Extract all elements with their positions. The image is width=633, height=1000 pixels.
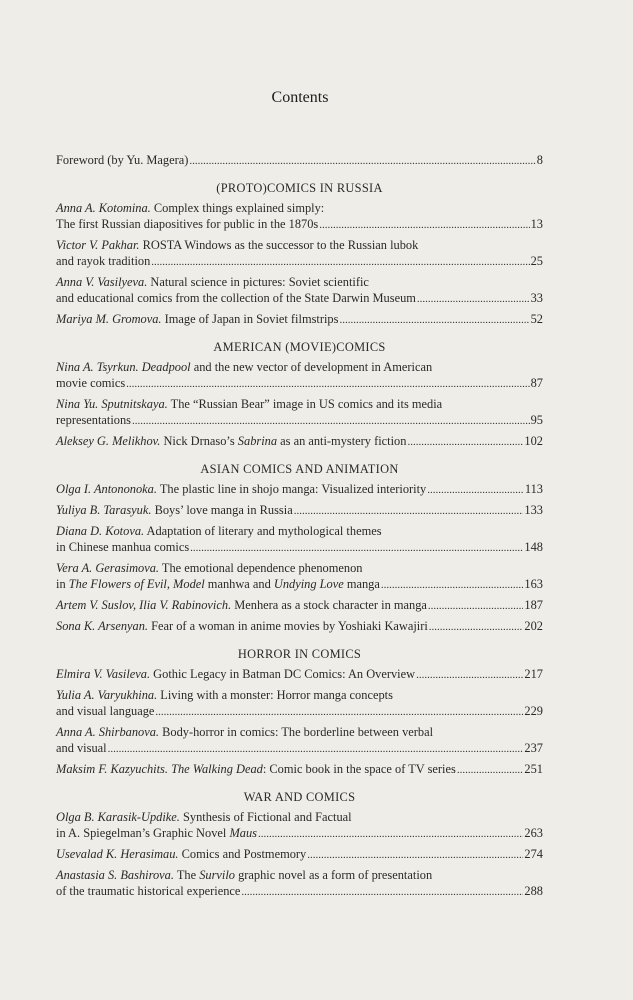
toc-entry-line <box>56 825 543 842</box>
dot-leader <box>339 312 529 328</box>
author-name: Anna V. Vasilyeva. <box>56 275 148 289</box>
dot-leader <box>417 291 530 307</box>
toc-entry <box>56 560 543 593</box>
toc-entry-line <box>56 740 543 757</box>
dot-leader <box>429 619 524 635</box>
toc-entry <box>56 597 543 614</box>
author-name: Olga I. Antononoka. <box>56 482 157 496</box>
toc-entry-text <box>56 867 432 883</box>
toc-entry-line <box>56 687 543 703</box>
author-name: Anna A. Shirbanova. <box>56 725 160 739</box>
dot-leader <box>294 503 524 519</box>
toc-entry-line <box>56 809 543 825</box>
toc-entry-text <box>56 724 433 740</box>
section-heading: AMERICAN (MOVIE)COMICS <box>213 340 386 354</box>
entry-title-text: Body-horror in comics: The borderline between verbal <box>159 725 434 739</box>
toc-entry-text <box>56 237 418 253</box>
page-number: 113 <box>524 482 543 496</box>
toc-entry-text <box>56 433 406 449</box>
toc-entry-text <box>56 809 352 825</box>
toc-entry-line <box>56 846 543 863</box>
page-number: 102 <box>524 434 543 448</box>
work-title: Deadpool <box>141 360 191 374</box>
toc-entry-text <box>56 481 426 497</box>
author-name: Elmira V. Vasileva. <box>56 667 151 681</box>
dot-leader <box>155 704 523 720</box>
toc-entry <box>56 523 543 556</box>
entry-title-text: The first Russian diapositives for public in the 1870s <box>56 217 319 231</box>
toc-entry-text <box>56 412 131 428</box>
entry-title-text: representations <box>56 413 132 427</box>
entry-title-text: Deadpool and the new vector of development in American <box>141 360 433 374</box>
page-number: 163 <box>524 577 543 591</box>
dot-leader <box>126 376 529 392</box>
toc-entry-line <box>56 502 543 519</box>
entry-title-text: Gothic Legacy in Batman DC Comics: An Overview <box>150 667 416 681</box>
toc-entry <box>56 867 543 900</box>
work-title: Maus <box>229 826 257 840</box>
page-number: 133 <box>524 503 543 517</box>
author-name: Nina Yu. Sputnitskaya. <box>56 397 168 411</box>
entry-title-text: Complex things explained simply: <box>150 201 325 215</box>
toc-entry-text <box>56 253 150 269</box>
toc-entry-text <box>56 883 240 899</box>
dot-leader <box>319 217 529 233</box>
toc-entry-line <box>56 523 543 539</box>
entry-title-text: of the traumatic historical experience <box>56 884 241 898</box>
entry-title-text: Synthesis of Fictional and Factual <box>179 810 352 824</box>
toc-entry <box>56 724 543 757</box>
toc-entry-text <box>56 396 442 412</box>
toc-entry <box>56 237 543 270</box>
toc-entry-line <box>56 396 543 412</box>
entry-title-text: movie comics <box>56 376 126 390</box>
author-name: Yulia A. Varyukhina. <box>56 688 158 702</box>
entry-title-text: and rayok tradition <box>56 254 151 268</box>
dot-leader <box>108 741 524 757</box>
dot-leader <box>407 434 523 450</box>
author-name: Diana D. Kotova. <box>56 524 145 538</box>
toc-entry-line <box>56 761 543 778</box>
dot-leader <box>241 884 523 900</box>
toc-entry-text <box>56 666 415 682</box>
entry-title-text: Image of Japan in Soviet filmstrips <box>161 312 339 326</box>
author-name: Sona K. Arsenyan. <box>56 619 149 633</box>
toc-entry-line <box>56 237 543 253</box>
dot-leader <box>381 577 524 593</box>
page-number: 52 <box>530 312 543 326</box>
toc-entry-line <box>56 724 543 740</box>
toc-entry-text <box>56 523 382 539</box>
toc-entry-line <box>56 274 543 290</box>
toc-entry-text <box>56 216 318 232</box>
toc-entry-text <box>56 502 293 518</box>
dot-leader <box>416 667 523 683</box>
dot-leader <box>132 413 530 429</box>
toc-entry-text <box>56 846 306 862</box>
toc-entry-line <box>56 311 543 328</box>
toc-entry <box>56 274 543 307</box>
entry-title-text: Boys’ love manga in Russia <box>151 503 293 517</box>
entry-title-text: in A. Spiegelman’s Graphic Novel Maus <box>56 826 257 840</box>
work-title: The Walking Dead <box>171 762 263 776</box>
work-title: Sabrina <box>237 434 278 448</box>
toc-entry-line <box>56 576 543 593</box>
toc-entry-text <box>56 311 338 327</box>
toc-entry-line <box>56 597 543 614</box>
toc-entry <box>56 687 543 720</box>
toc-entry-text <box>56 618 428 634</box>
toc-entry <box>56 618 543 635</box>
author-name: Olga B. Karasik-Updike. <box>56 810 180 824</box>
author-name: Maksim F. Kazyuchits. <box>56 762 168 776</box>
page-number: 187 <box>524 598 543 612</box>
entry-title-text: The plastic line in shojo manga: Visualized interiority <box>156 482 427 496</box>
entry-title-text: Menhera as a stock character in manga <box>231 598 427 612</box>
work-title: Model <box>173 577 205 591</box>
author-name: Anna A. Kotomina. <box>56 201 151 215</box>
toc-entry-text <box>56 576 380 592</box>
toc-entry <box>56 433 543 450</box>
work-title: Survilo <box>199 868 235 882</box>
toc-entry-text <box>56 825 257 841</box>
page-number: 237 <box>524 741 543 755</box>
toc-entry-line <box>56 412 543 429</box>
section-heading: HORROR IN COMICS <box>237 647 362 661</box>
toc-entry <box>56 846 543 863</box>
dot-leader <box>427 482 524 498</box>
toc-entry-line <box>56 359 543 375</box>
dot-leader <box>307 847 523 863</box>
section-heading: (PROTO)COMICS IN RUSSIA <box>216 181 383 195</box>
dot-leader <box>151 254 529 270</box>
author-name: Aleksey G. Melikhov. <box>56 434 161 448</box>
page-number: 288 <box>524 884 543 898</box>
entry-title-text: ROSTA Windows as the successor to the Russian lubok <box>139 238 419 252</box>
entry-title-text: Natural science in pictures: Soviet scientific <box>147 275 369 289</box>
toc-entry-line <box>56 290 543 307</box>
entry-title-text: Living with a monster: Horror manga concepts <box>157 688 393 702</box>
toc-entry <box>56 481 543 498</box>
dot-leader <box>258 826 523 842</box>
toc-entry-line <box>56 375 543 392</box>
toc-entry-line <box>56 433 543 450</box>
entry-title-text: The Walking Dead: Comic book in the space of TV series <box>171 762 456 776</box>
section-heading: ASIAN COMICS AND ANIMATION <box>200 462 399 476</box>
work-title: The Flowers of Evil <box>68 577 167 591</box>
toc-entry-line <box>56 666 543 683</box>
toc-entry <box>56 666 543 683</box>
toc-entry <box>56 200 543 233</box>
toc-entry-line <box>56 200 543 216</box>
toc-entry-text <box>56 761 456 777</box>
page-number: 274 <box>524 847 543 861</box>
page-number: 217 <box>524 667 543 681</box>
entry-title-text: in The Flowers of Evil, Model manhwa and Undying Love manga <box>56 577 380 591</box>
table-of-contents <box>56 152 543 904</box>
toc-entry <box>56 396 543 429</box>
toc-entry-text <box>56 274 369 290</box>
toc-entry-text <box>56 597 427 613</box>
toc-entry-text <box>56 290 416 306</box>
toc-entry-text <box>56 375 125 391</box>
author-name: Mariya M. Gromova. <box>56 312 162 326</box>
toc-entry <box>56 809 543 842</box>
toc-entry-text <box>56 539 189 555</box>
toc-entry-text <box>56 560 362 576</box>
toc-entry-foreword <box>56 152 543 169</box>
toc-entry <box>56 761 543 778</box>
dot-leader <box>428 598 523 614</box>
entry-title-text: Adaptation of literary and mythological themes <box>144 524 382 538</box>
work-title: Undying Love <box>273 577 344 591</box>
author-name: Nina A. Tsyrkun. <box>56 360 139 374</box>
toc-entry-text <box>56 740 107 756</box>
entry-title-text: and educational comics from the collection of the State Darwin Museum <box>56 291 416 305</box>
page-number: 251 <box>524 762 543 776</box>
toc-entry-title: Foreword (by Yu. Magera) <box>56 153 189 167</box>
page-number: 148 <box>524 540 543 554</box>
toc-sections <box>56 180 543 900</box>
section-heading: WAR AND COMICS <box>243 790 356 804</box>
author-name: Yuliya B. Tarasyuk. <box>56 503 152 517</box>
page-number: 25 <box>530 254 543 268</box>
author-name: Artem V. Suslov, Ilia V. Rabinovich. <box>56 598 232 612</box>
author-name: Usevalad K. Herasimau. <box>56 847 179 861</box>
author-name: Victor V. Pakhar. <box>56 238 140 252</box>
author-name: Anastasia S. Bashirova. <box>56 868 174 882</box>
page-number: 8 <box>536 153 543 167</box>
entry-title-text: The emotional dependence phenomenon <box>159 561 363 575</box>
toc-entry-text <box>56 359 432 375</box>
toc-entry-line <box>56 539 543 556</box>
toc-entry-line <box>56 883 543 900</box>
entry-title-text: in Chinese manhua comics <box>56 540 190 554</box>
entry-title-text: Nick Drnaso’s Sabrina as an anti-mystery fiction <box>160 434 407 448</box>
page-number: 33 <box>530 291 543 305</box>
entry-title-text: Fear of a woman in anime movies by Yoshiaki Kawajiri <box>148 619 428 633</box>
dot-leader <box>190 540 523 556</box>
toc-entry-text <box>56 200 324 216</box>
toc-entry-text <box>56 703 154 719</box>
page-number: 263 <box>524 826 543 840</box>
page-number: 13 <box>530 217 543 231</box>
toc-entry <box>56 311 543 328</box>
dot-leader <box>457 762 524 778</box>
entry-title-text: Comics and Postmemory <box>178 847 307 861</box>
toc-entry <box>56 502 543 519</box>
toc-entry-line <box>56 481 543 498</box>
toc-entry-text <box>56 687 393 703</box>
toc-entry <box>56 359 543 392</box>
entry-title-text: The “Russian Bear” image in US comics and its media <box>167 397 443 411</box>
page-title: Contents <box>271 89 329 106</box>
dot-leader <box>189 153 535 169</box>
toc-entry-line <box>56 216 543 233</box>
entry-title-text: and visual <box>56 741 107 755</box>
page-number: 95 <box>530 413 543 427</box>
toc-entry-line <box>56 618 543 635</box>
page-number: 229 <box>524 704 543 718</box>
author-name: Vera A. Gerasimova. <box>56 561 160 575</box>
entry-title-text: and visual language <box>56 704 155 718</box>
toc-entry-line <box>56 253 543 270</box>
entry-title-text: The Survilo graphic novel as a form of presentation <box>173 868 433 882</box>
toc-entry-line <box>56 560 543 576</box>
toc-entry-line <box>56 867 543 883</box>
page-number: 202 <box>524 619 543 633</box>
page-number: 87 <box>530 376 543 390</box>
toc-entry-line <box>56 703 543 720</box>
